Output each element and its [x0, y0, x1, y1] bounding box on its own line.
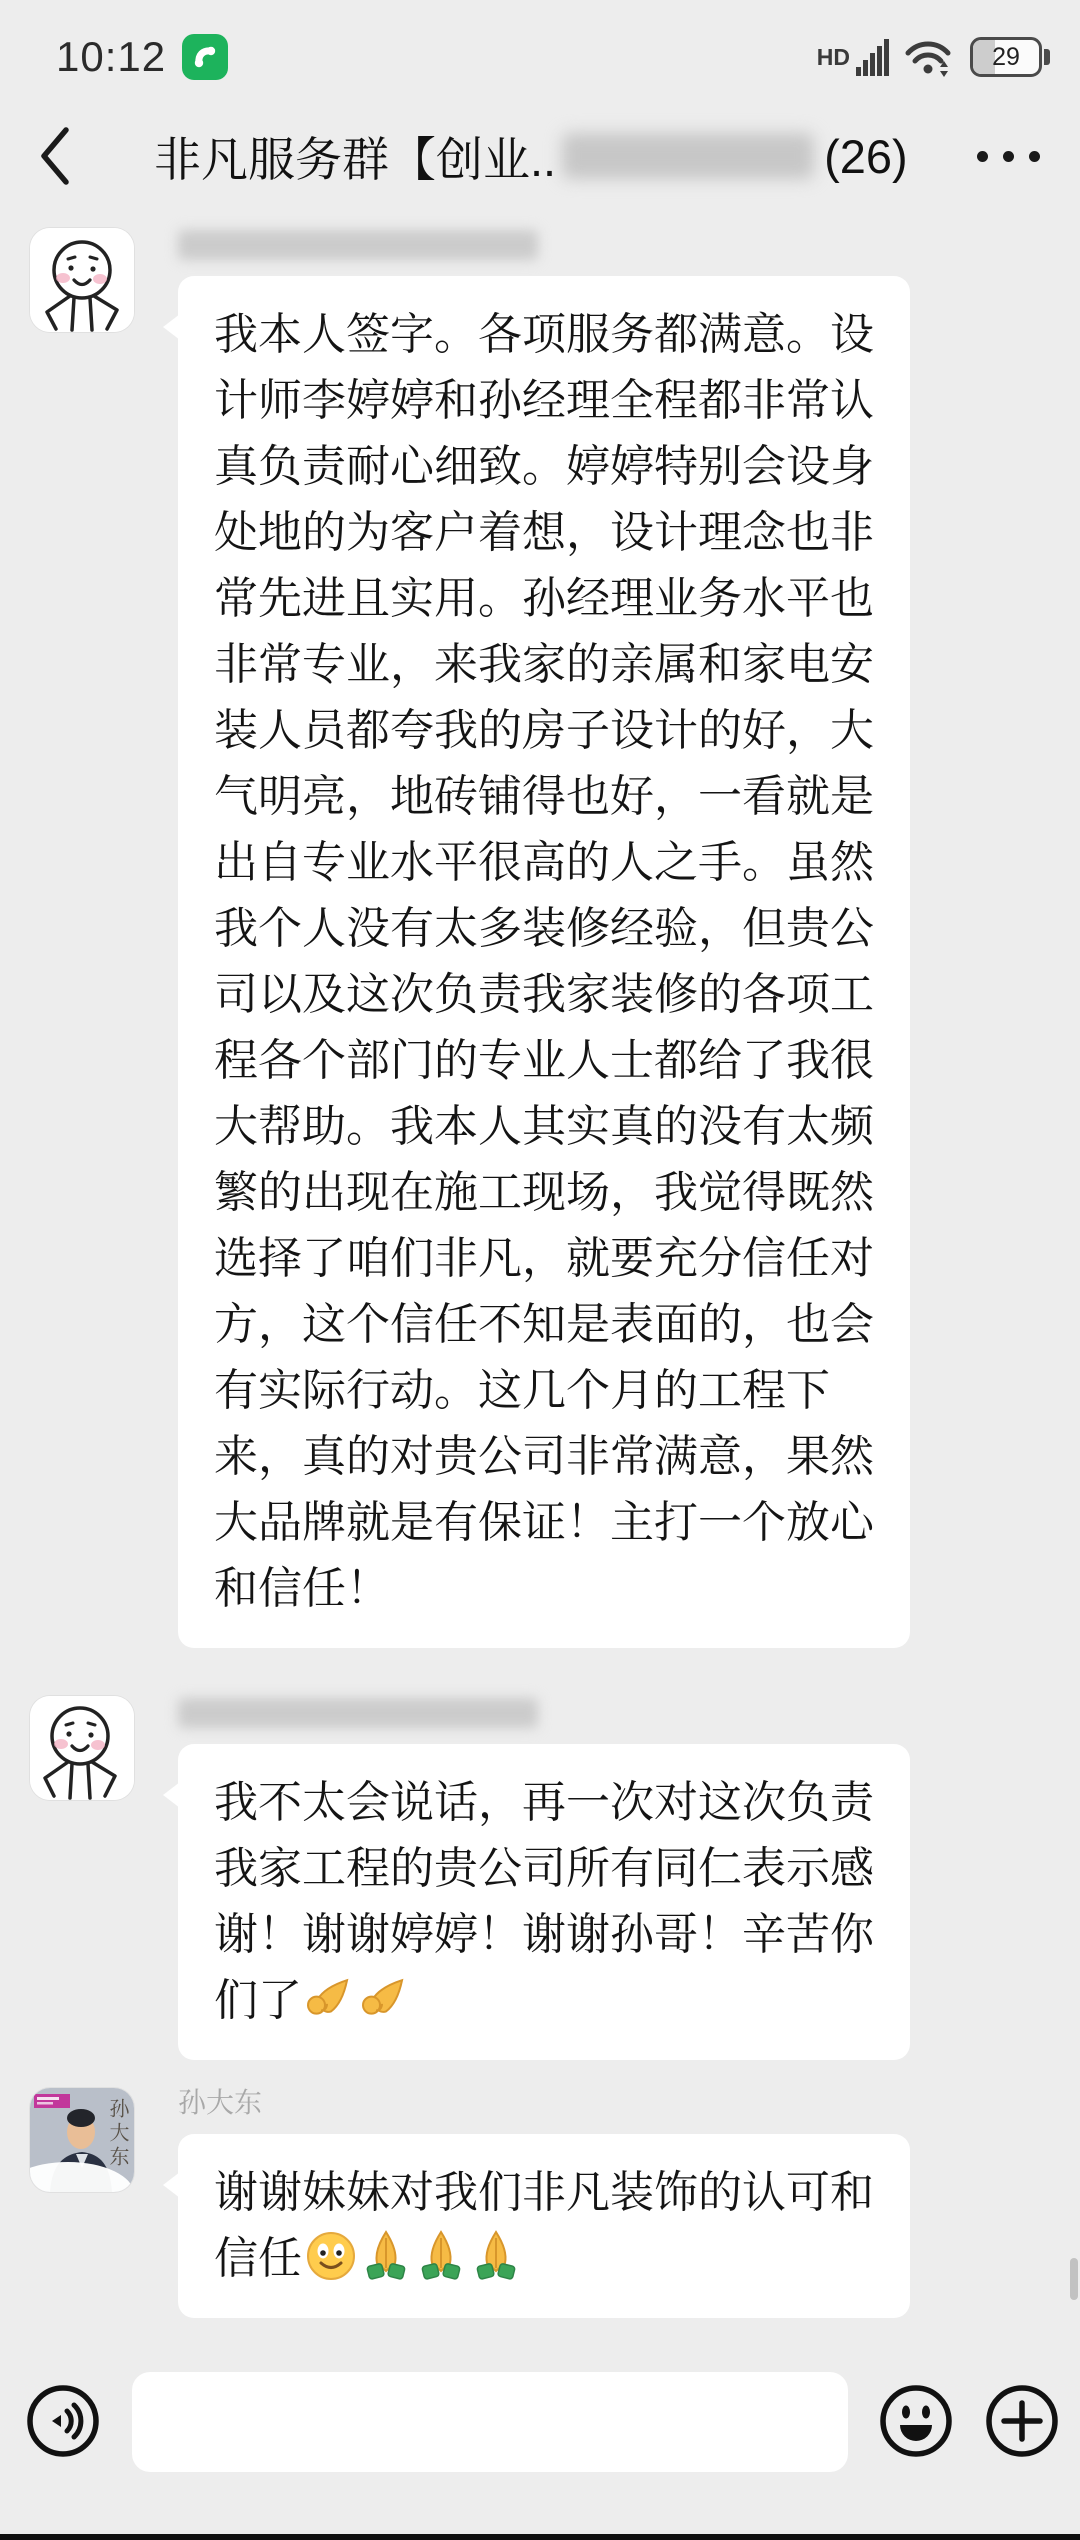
message-list: [0, 212, 1080, 2370]
folded-hands-green-emoji: [360, 2230, 412, 2282]
avatar-signature-text: 孙大东: [106, 2098, 128, 2170]
folded-hands-green-emoji: [415, 2230, 467, 2282]
chat-header: [0, 100, 1080, 212]
folded-hands-emoji: [360, 1972, 412, 2024]
more-options-button[interactable]: [977, 126, 1040, 186]
avatar-profile-photo[interactable]: [30, 2088, 134, 2192]
message-input-bar: [0, 2372, 1080, 2540]
redacted-title-segment: [562, 133, 814, 179]
redacted-sender-name: [178, 1698, 538, 1728]
group-member-count: (26): [824, 129, 908, 183]
cartoon-character-icon: [30, 1696, 134, 1800]
plus-icon: [985, 2384, 1059, 2458]
sender-name: 孙大东: [178, 2087, 263, 2118]
emoji-picker-button[interactable]: [879, 2384, 953, 2458]
avatar-cartoon-sticker[interactable]: [30, 228, 134, 332]
screen-bottom-edge: [0, 2534, 1080, 2540]
more-dots-icon: [977, 151, 988, 162]
message-bubble[interactable]: [178, 276, 910, 1648]
group-title: [154, 123, 908, 190]
back-chevron-icon: [36, 122, 74, 190]
voice-icon: [26, 2384, 100, 2458]
smiling-face-emoji: [305, 2230, 357, 2282]
battery-nub: [1044, 49, 1050, 65]
avatar-cartoon-sticker[interactable]: [30, 1696, 134, 1800]
folded-hands-emoji: [305, 1972, 357, 2024]
ongoing-call-badge[interactable]: [182, 34, 228, 80]
message-text: 我不太会说话，再一次对这次负责我家工程的贵公司所有同仁表示感谢！谢谢婷婷！谢谢孙哥！辛苦你们了: [214, 1778, 874, 2025]
status-bar: [0, 0, 1080, 100]
message-bubble[interactable]: [178, 1744, 910, 2060]
battery-percent: 29: [992, 42, 1020, 71]
voice-message-button[interactable]: [26, 2384, 100, 2458]
wifi-icon: [904, 35, 956, 79]
back-button[interactable]: [36, 122, 76, 190]
hd-volte-indicator: HD: [816, 43, 850, 70]
message-input[interactable]: [132, 2372, 848, 2472]
scrollbar-thumb[interactable]: [1070, 2258, 1078, 2300]
message-row: [30, 228, 1050, 1648]
battery-indicator: [970, 37, 1042, 77]
message-bubble[interactable]: [178, 2134, 910, 2318]
message-row: [30, 1696, 1050, 2060]
cartoon-character-icon: [30, 228, 134, 332]
clock: 10:12: [56, 33, 167, 80]
message-row: [30, 2088, 1050, 2318]
group-title-text: 非凡服务群【创业..: [154, 132, 557, 186]
smiley-icon: [879, 2384, 953, 2458]
message-text: 谢谢妹妹对我们非凡装饰的认可和信任: [214, 2168, 874, 2283]
redacted-sender-name: [178, 230, 538, 260]
signal-strength-icon: [856, 36, 892, 78]
phone-icon: [190, 42, 220, 72]
folded-hands-green-emoji: [470, 2230, 522, 2282]
more-attachments-button[interactable]: [985, 2384, 1059, 2458]
message-text: 我本人签字。各项服务都满意。设计师李婷婷和孙经理全程都非常认真负责耐心细致。婷婷特别会设身处地的为客户着想，设计理念也非常先进且实用。孙经理业务水平也非常专业，来我家的亲属和家电安装人员都夸我的房子设计的好，大气明亮，地砖铺得也好，一看就是出自专业水平很高的人之手。虽然我个人没有太多装修经验，但贵公司以及这次负责我家装修的各项工程各个部门的专业人士都给了我很大帮助。我本人其实真的没有太频繁的出现在施工现场，我觉得既然选择了咱们非凡，就要充分信任对方，这个信任不知是表面的，也会有实际行动。这几个月的工程下来，真的对贵公司非常满意，果然大品牌就是有保证！主打一个放心和信任！: [214, 310, 874, 1613]
